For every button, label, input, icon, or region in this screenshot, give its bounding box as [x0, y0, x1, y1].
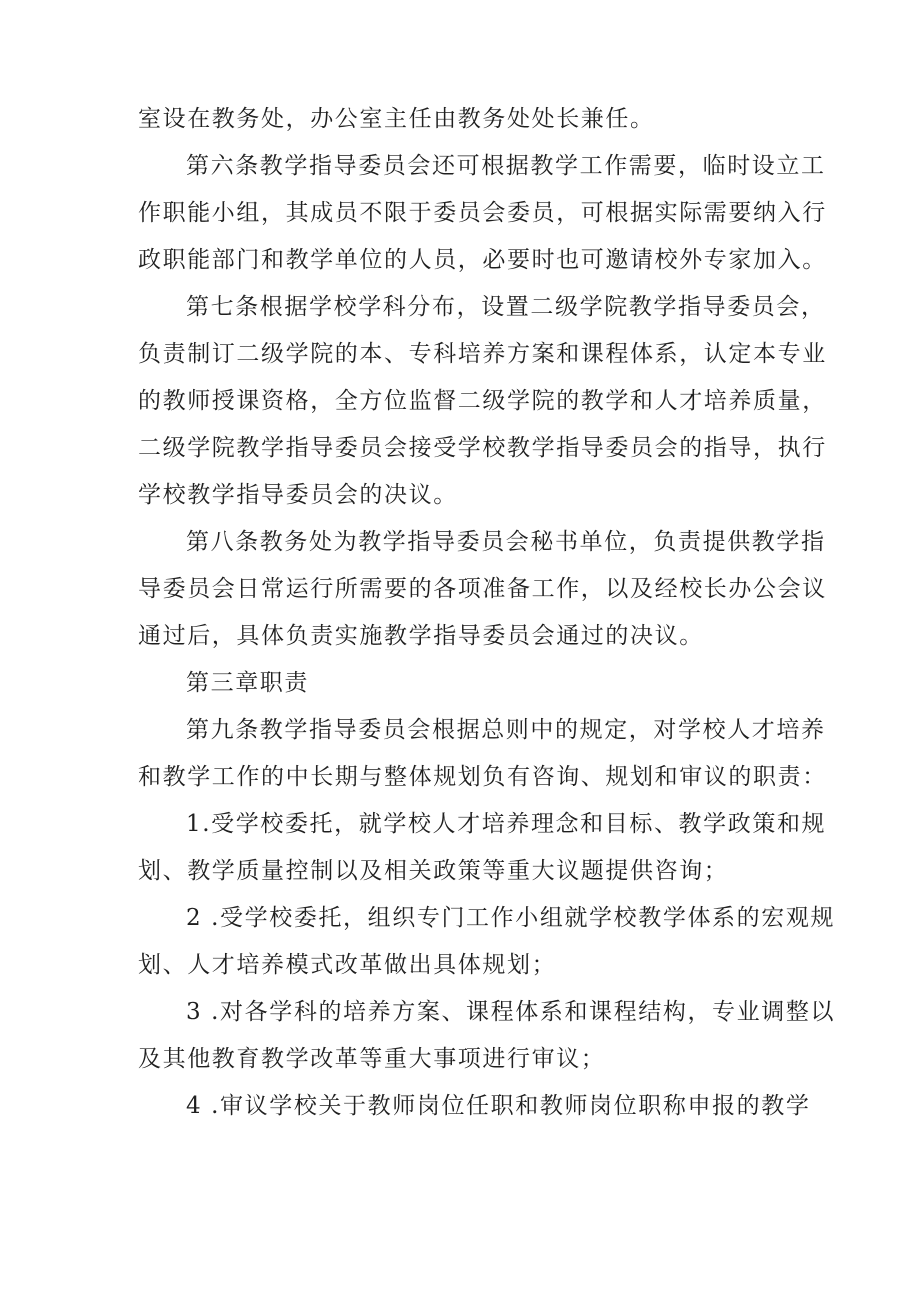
list-item-line: 1.受学校委托，就学校人才培养理念和目标、教学政策和规	[186, 811, 827, 837]
chapter-heading: 第三章职责	[186, 670, 309, 696]
paragraph-line: 室设在教务处，办公室主任由教务处处长兼任。	[138, 106, 655, 132]
list-item-line: 3 .对各学科的培养方案、课程体系和课程结构，专业调整以	[186, 999, 836, 1025]
paragraph-line: 第七条根据学校学科分布，设置二级学院教学指导委员会，	[186, 294, 826, 320]
paragraph-line: 作职能小组，其成员不限于委员会委员，可根据实际需要纳入行	[138, 200, 827, 226]
paragraph-line: 第九条教学指导委员会根据总则中的规定，对学校人才培养	[186, 717, 826, 743]
paragraph-line: 导委员会日常运行所需要的各项准备工作，以及经校长办公会议	[138, 576, 827, 602]
paragraph-line: 和教学工作的中长期与整体规划负有咨询、规划和审议的职责：	[138, 764, 827, 790]
paragraph-line: 学校教学指导委员会的决议。	[138, 482, 458, 508]
paragraph-line: 政职能部门和教学单位的人员，必要时也可邀请校外专家加入。	[138, 247, 827, 273]
paragraph-line: 第六条教学指导委员会还可根据教学工作需要，临时设立工	[186, 153, 826, 179]
list-item-line: 及其他教育教学改革等重大事项进行审议；	[138, 1046, 606, 1072]
paragraph-line: 第八条教务处为教学指导委员会秘书单位，负责提供教学指	[186, 529, 826, 555]
paragraph-line: 的教师授课资格，全方位监督二级学院的教学和人才培养质量，	[138, 388, 827, 414]
paragraph-line: 二级学院教学指导委员会接受学校教学指导委员会的指导，执行	[138, 435, 827, 461]
paragraph-line: 通过后，具体负责实施教学指导委员会通过的决议。	[138, 623, 704, 649]
list-item-line: 2 .受学校委托，组织专门工作小组就学校教学体系的宏观规	[186, 905, 836, 931]
paragraph-line: 负责制订二级学院的本、专科培养方案和课程体系，认定本专业	[138, 341, 827, 367]
list-item-line: 划、人才培养模式改革做出具体规划；	[138, 952, 557, 978]
list-item-line: 划、教学质量控制以及相关政策等重大议题提供咨询；	[138, 858, 729, 884]
list-item-line: 4 .审议学校关于教师岗位任职和教师岗位职称申报的教学	[186, 1093, 811, 1119]
